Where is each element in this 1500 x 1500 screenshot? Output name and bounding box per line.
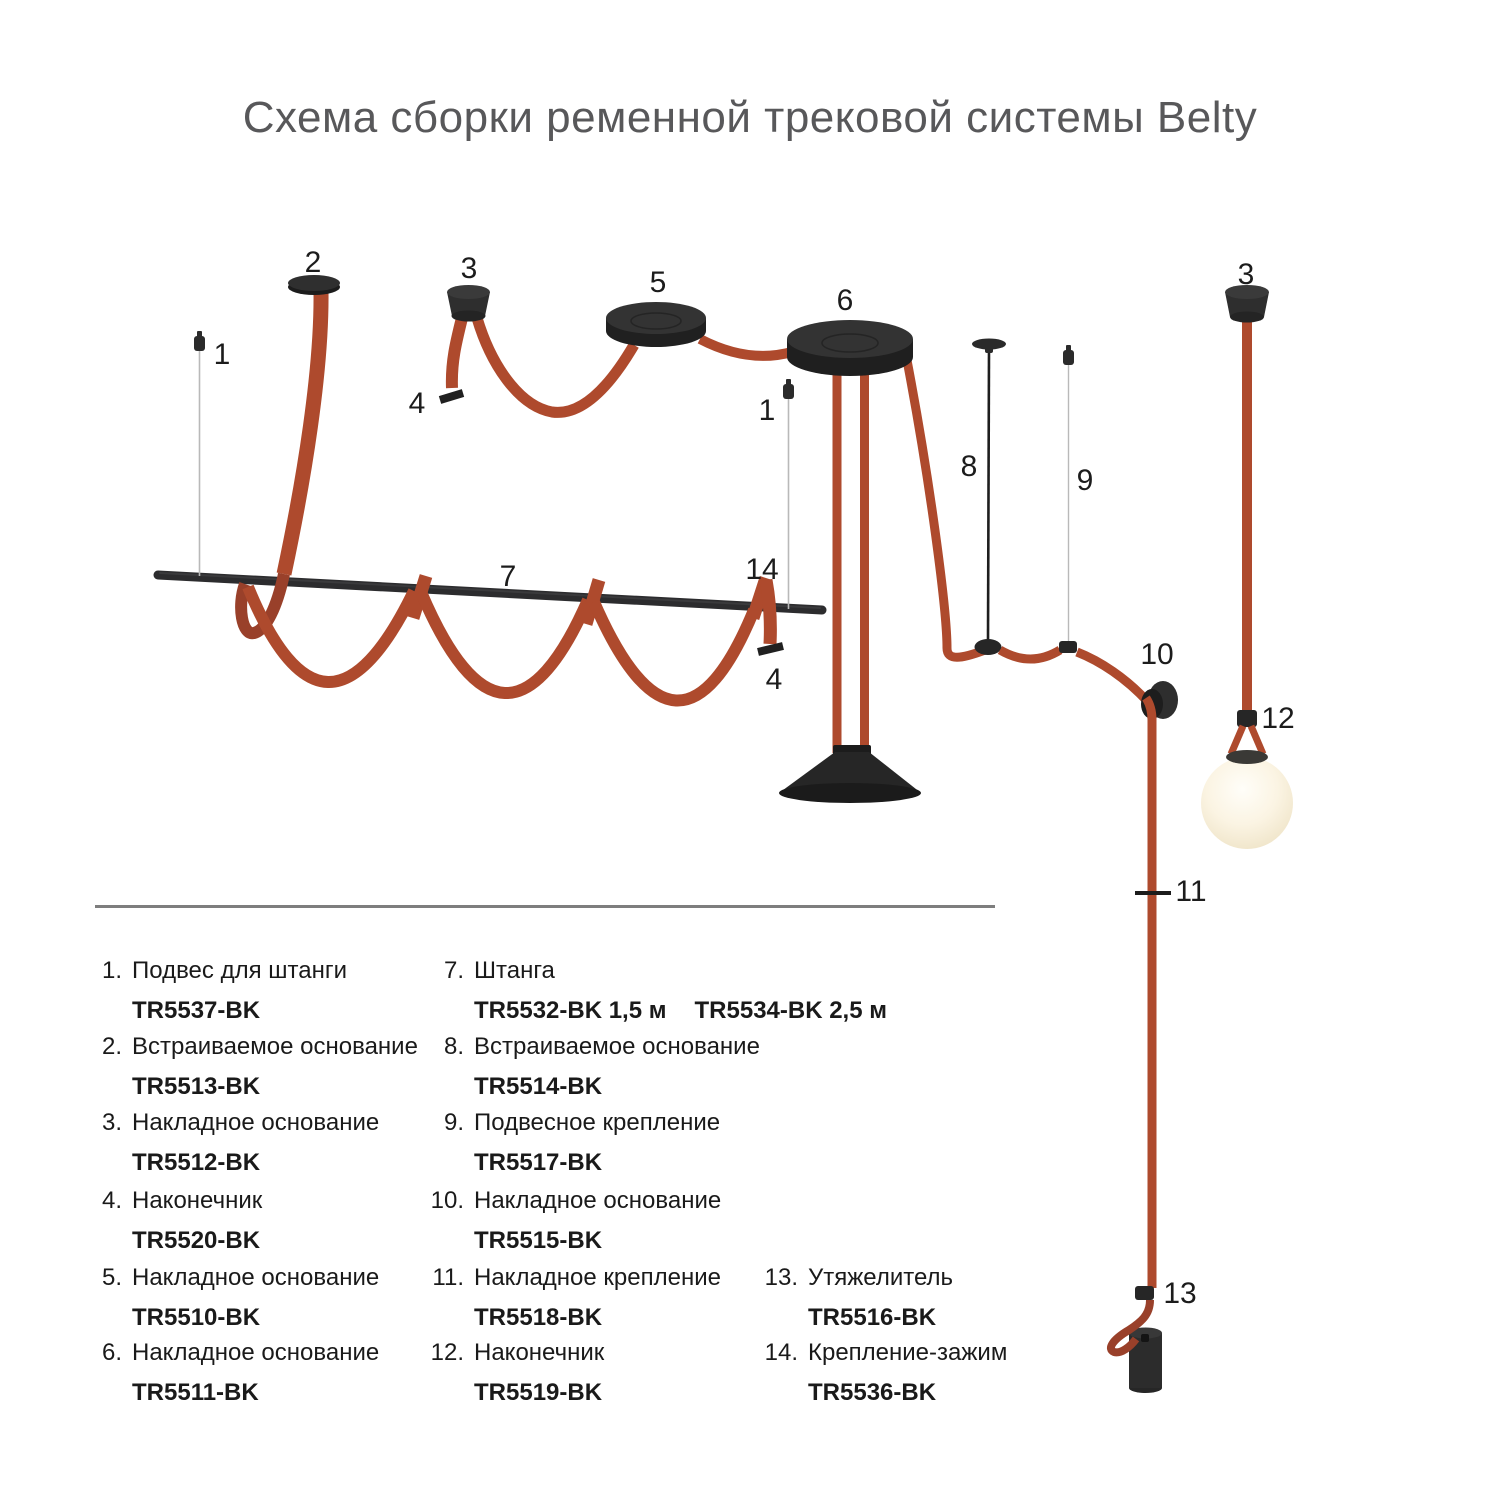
end-cap-left	[440, 393, 463, 400]
item-code: TR5512-BK	[132, 1149, 261, 1176]
belt-drop	[284, 291, 321, 574]
callout-14: 14	[745, 553, 779, 586]
strap-to-tip	[452, 318, 462, 388]
item-code: TR5518-BK	[474, 1304, 603, 1331]
callout-13: 13	[1163, 1277, 1197, 1310]
belt-clamp-13	[1135, 1286, 1154, 1300]
belt-swag-2	[421, 592, 588, 693]
belt-from-cup-3	[440, 318, 634, 412]
pendant-mount-9	[1059, 345, 1077, 653]
sphere-diffuser	[1201, 757, 1293, 849]
item-number: 10.	[430, 1187, 464, 1214]
belt-to-base10	[1077, 652, 1148, 702]
item-name: Подвес для штанги	[132, 957, 347, 984]
callout-2: 2	[304, 246, 322, 279]
callout-9: 9	[1076, 464, 1094, 497]
item-name: Подвесное крепление	[474, 1109, 721, 1136]
belt-disc5-to-disc6	[700, 339, 792, 356]
callout-10: 10	[1140, 638, 1174, 671]
callout-5: 5	[649, 266, 667, 299]
vertical-belt-run	[1146, 698, 1152, 1288]
sphere-cap	[1226, 750, 1268, 764]
item-code: TR5510-BK	[132, 1304, 261, 1331]
item-number: 14.	[764, 1339, 798, 1366]
surface-base-6	[787, 320, 913, 376]
hanger-pin	[1063, 350, 1074, 365]
callout-11: 11	[1175, 875, 1207, 908]
surface-cup-3-left	[447, 285, 490, 322]
item-number: 7.	[443, 957, 464, 984]
callout-labels	[214, 246, 1295, 1310]
rod-hanger-right	[783, 379, 794, 609]
item-name: Крепление-зажим	[808, 1339, 1008, 1366]
rod-hanger-left	[194, 331, 205, 576]
item-number: 8.	[443, 1033, 464, 1060]
tip-clamp-12	[1237, 710, 1257, 727]
hanger-pin	[194, 336, 205, 351]
item-code: TR5536-BK	[808, 1379, 937, 1406]
item-number: 12.	[430, 1339, 464, 1366]
belt-connector-to-hanger9	[1000, 650, 1060, 659]
item-number: 3.	[101, 1109, 122, 1136]
page-title: Схема сборки ременной трековой системы Belty	[242, 93, 1258, 142]
weight-assembly	[1111, 1286, 1162, 1393]
callout-4a: 4	[408, 387, 426, 420]
belt-swag-3	[594, 602, 754, 701]
callout-8: 8	[960, 450, 978, 483]
item-code-option-2: TR5534-BK 2,5 м	[694, 997, 887, 1024]
clamp-tail	[766, 580, 770, 644]
callout-1b: 1	[758, 394, 776, 427]
cone-base	[779, 783, 921, 803]
belt-to-connector	[906, 355, 985, 657]
hanger-pin	[783, 384, 794, 399]
cone-shade	[779, 745, 921, 803]
item-name: Штанга	[474, 957, 555, 984]
callout-3a: 3	[460, 252, 478, 285]
item-number: 9.	[443, 1109, 464, 1136]
item-name: Встраиваемое основание	[132, 1033, 418, 1060]
callout-6: 6	[836, 284, 854, 317]
item-code: TR5517-BK	[474, 1149, 603, 1176]
item-number: 6.	[101, 1339, 122, 1366]
item-code: TR5513-BK	[132, 1073, 261, 1100]
item-code: TR5514-BK	[474, 1073, 603, 1100]
cup-top	[447, 285, 490, 299]
item-name: Встраиваемое основание	[474, 1033, 760, 1060]
belt-connector	[975, 639, 1002, 655]
item-number: 2.	[101, 1033, 122, 1060]
item-name: Наконечник	[474, 1339, 605, 1366]
item-name: Наконечник	[132, 1187, 263, 1214]
item-number: 13.	[764, 1264, 798, 1291]
item-name: Накладное основание	[132, 1264, 380, 1291]
callout-12: 12	[1261, 702, 1295, 735]
suspension-wire-black	[988, 350, 989, 640]
item-name: Накладное основание	[132, 1109, 380, 1136]
strap-left	[1231, 726, 1243, 754]
item-name: Накладное основание	[132, 1339, 380, 1366]
belts-from-disc6	[837, 350, 985, 753]
callout-1a: 1	[213, 338, 231, 371]
item-number: 1.	[101, 957, 122, 984]
sphere-pendant	[1201, 285, 1293, 849]
item-name: Утяжелитель	[808, 1264, 954, 1291]
item-code-option-1: TR5532-BK 1,5 м	[474, 997, 667, 1024]
item-number: 4.	[101, 1187, 122, 1214]
item-code: TR5516-BK	[808, 1304, 937, 1331]
callout-7: 7	[499, 560, 517, 593]
surface-base-5	[606, 302, 706, 347]
belt-clamp	[1059, 641, 1077, 653]
item-name: Накладное крепление	[474, 1264, 721, 1291]
recessed-base-8	[972, 339, 1006, 656]
end-cap-right	[758, 646, 783, 652]
item-code: TR5511-BK	[132, 1379, 259, 1406]
item-name: Накладное основание	[474, 1187, 722, 1214]
belt-from-recessed-base	[241, 291, 783, 701]
callout-4b: 4	[765, 663, 783, 696]
callout-3b: 3	[1237, 258, 1255, 291]
item-number: 11.	[432, 1264, 464, 1291]
item-code: TR5519-BK	[474, 1379, 603, 1406]
item-code: TR5537-BK	[132, 997, 261, 1024]
item-code: TR5520-BK	[132, 1227, 261, 1254]
item-number: 5.	[101, 1264, 122, 1291]
weight-slot	[1141, 1334, 1149, 1342]
item-code: TR5515-BK	[474, 1227, 603, 1254]
legend-divider	[95, 905, 995, 908]
